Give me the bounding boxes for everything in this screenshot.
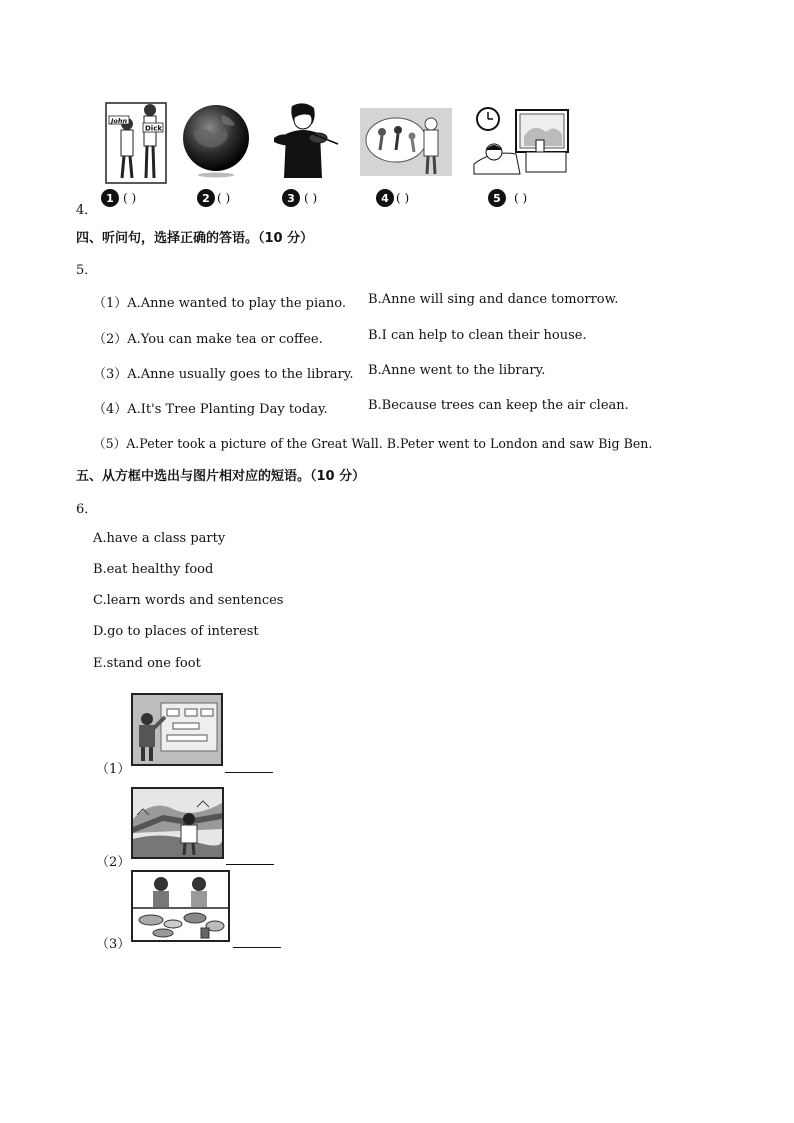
q5-2-option-b[interactable]: B.I can help to clean their house. (368, 328, 587, 343)
picture-3-label: （3） (96, 937, 131, 952)
q4-answer-4[interactable] (376, 189, 409, 207)
picture-1-classroom (131, 693, 223, 766)
picture-2-great-wall (131, 787, 224, 859)
picture-2-label: （2） (96, 855, 131, 870)
picture-john-dick (105, 102, 167, 184)
sign-john: John (111, 117, 128, 125)
q5-1-option-b[interactable]: B.Anne will sing and dance tomorrow. (368, 292, 619, 307)
picture-man-thinking (360, 108, 452, 176)
answer-blank-2[interactable] (226, 863, 274, 865)
sign-dick: Dick (145, 124, 163, 133)
number-badge-2: 2 (197, 189, 215, 207)
answer-paren-2[interactable]: ( ) (217, 191, 231, 205)
answer-paren-1[interactable]: ( ) (123, 191, 137, 205)
answer-blank-3[interactable] (233, 946, 281, 948)
phrase-option-a: A.have a class party (93, 531, 226, 546)
number-badge-1: 1 (101, 189, 119, 207)
picture-earth (181, 103, 251, 179)
picture-3-food (131, 870, 230, 942)
phrase-option-b: B.eat healthy food (93, 562, 214, 577)
answer-paren-3[interactable]: ( ) (304, 191, 318, 205)
q5-3-option-a[interactable]: （3）A.Anne usually goes to the library. (93, 367, 354, 382)
q5-2-option-a[interactable]: （2）A.You can make tea or coffee. (93, 332, 323, 347)
phrase-option-e: E.stand one foot (93, 656, 201, 671)
answer-paren-5[interactable]: ( ) (514, 191, 528, 205)
q4-answer-3[interactable] (282, 189, 317, 207)
number-badge-3: 3 (282, 189, 300, 207)
answer-blank-1[interactable] (225, 771, 273, 773)
q4-answer-1[interactable] (101, 189, 136, 207)
q5-1-option-a[interactable]: （1）A.Anne wanted to play the piano. (93, 296, 347, 311)
section-5-heading: 五、从方框中选出与图片相对应的短语。（10 分） (76, 469, 366, 484)
number-badge-5: 5 (488, 189, 506, 207)
q5-4-option-b[interactable]: B.Because trees can keep the air clean. (368, 398, 629, 413)
q4-answer-2[interactable] (197, 189, 230, 207)
phrase-option-d: D.go to places of interest (93, 624, 259, 639)
question-6-number: 6． (76, 502, 98, 517)
q5-4-option-a[interactable]: （4）A.It's Tree Planting Day today. (93, 402, 328, 417)
section-4-heading: 四、听问句，选择正确的答语。（10 分） (76, 231, 314, 246)
phrase-option-c: C.learn words and sentences (93, 593, 284, 608)
question-5-number: 5． (76, 263, 98, 278)
picture-sleeping (472, 104, 572, 176)
picture-1-label: （1） (96, 762, 131, 777)
question-4-number: 4． (76, 203, 98, 218)
q5-5-options[interactable]: （5）A.Peter took a picture of the Great Wall. B.Peter went to London and saw Big Ben. (93, 436, 653, 451)
q4-answer-5[interactable] (488, 189, 527, 207)
number-badge-4: 4 (376, 189, 394, 207)
answer-paren-4[interactable]: ( ) (396, 191, 410, 205)
picture-violin-boy (268, 102, 340, 178)
q5-3-option-b[interactable]: B.Anne went to the library. (368, 363, 546, 378)
